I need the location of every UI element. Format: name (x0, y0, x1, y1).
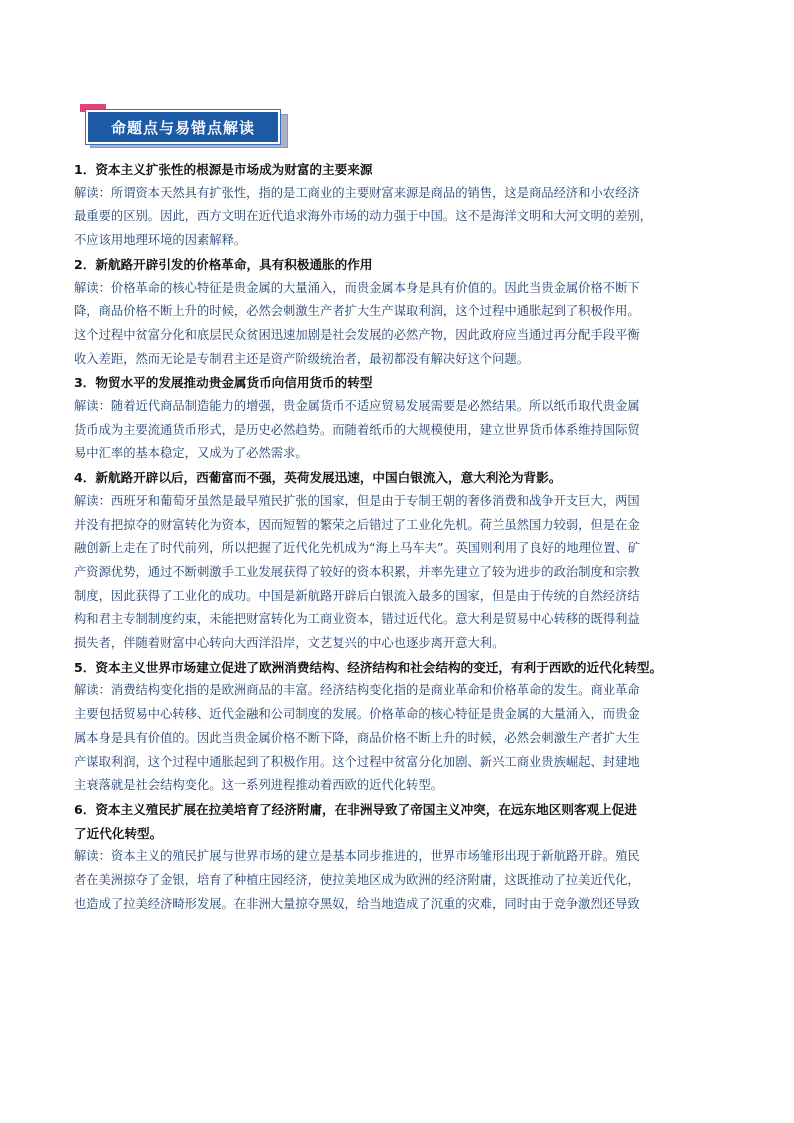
answer-line: 产谋取利润，这个过程中通胀起到了积极作用。这个过程中贫富分化加剧、新兴工商业贵族崛起、封建地 (74, 754, 640, 769)
answer-line: 者在美洲掠夺了金银，培育了种植庄园经济，使拉美地区成为欧洲的经济附庸，这既推动了拉美近代化， (74, 873, 640, 888)
section-heading (80, 104, 290, 148)
answer-line: 货币成为主要流通货币形式，是历史必然趋势。而随着纸币的大规模使用，建立世界货币体系维持国际贸 (74, 422, 640, 437)
question-line: 1．资本主义扩张性的根源是市场成为财富的主要来源 (74, 162, 373, 177)
question-line: 6．资本主义殖民扩展在拉美培育了经济附庸，在非洲导致了帝国主义冲突，在远东地区则客观上促进 (74, 801, 637, 817)
heading-title-box (86, 110, 280, 144)
question-line: 5．资本主义世界市场建立促进了欧洲消费结构、经济结构和社会结构的变迁，有利于西欧的近代化转型。 (74, 659, 663, 675)
answer-line: 产资源优势，通过不断刺激手工业发展获得了较好的资本积累，并率先建立了较为进步的政治制度和宗教 (74, 564, 640, 579)
answer-line: 损失者，伴随着财富中心转向大西洋沿岸，文艺复兴的中心也逐步离开意大利。 (74, 636, 505, 651)
answer-line: 易中汇率的基本稳定，又成为了必然需求。 (74, 446, 308, 461)
answer-line: 解读：西班牙和葡萄牙虽然是最早殖民扩张的国家，但是由于专制王朝的奢侈消费和战争开支巨大，两国 (74, 493, 640, 508)
question-line: 4．新航路开辟以后，西葡富而不强，英荷发展迅速，中国白银流入，意大利沦为背影。 (74, 470, 562, 486)
answer-line: 解读：资本主义的殖民扩展与世界市场的建立是基本同步推进的，世界市场雏形出现于新航路开辟。殖民 (74, 849, 640, 864)
answer-line: 制度，因此获得了工业化的成功。中国是新航路开辟后白银流入最多的国家，但是由于传统的自然经济结 (74, 588, 640, 603)
answer-line: 降，商品价格不断上升的时候，必然会刺激生产者扩大生产谋取利润，这个过程中通胀起到了积极作用。 (74, 304, 640, 319)
answer-line: 属本身是具有价值的。因此当贵金属价格不断下降，商品价格不断上升的时候，必然会刺激生产者扩大生 (74, 730, 640, 745)
heading-title: 命题点与易错点解读 (110, 118, 255, 137)
answer-line: 构和君主专制制度约束，未能把财富转化为工商业资本，错过近代化。意大利是贸易中心转移的既得利益 (74, 612, 640, 627)
answer-line: 解读：消费结构变化指的是欧洲商品的丰富。经济结构变化指的是商业革命和价格革命的发生。商业革命 (74, 683, 640, 698)
answer-line: 解读：价格革命的核心特征是贵金属的大量涌入，而贵金属本身是具有价值的。因此当贵金属价格不断下 (74, 280, 640, 295)
body-text (74, 158, 724, 917)
answer-line: 这个过程中贫富分化和底层民众贫困迅速加剧是社会发展的必然产物，因此政府应当通过再分配手段平衡 (74, 327, 640, 342)
answer-line: 主衰落就是社会结构变化。这一系列进程推动着西欧的近代化转型。 (74, 778, 443, 793)
answer-line: 不应该用地理环境的因素解释。 (74, 233, 247, 248)
answer-line: 解读：所谓资本天然具有扩张性，指的是工商业的主要财富来源是商品的销售，这是商品经济和小农经济 (74, 185, 640, 200)
question-line: 2．新航路开辟引发的价格革命，具有积极通胀的作用 (74, 256, 373, 272)
answer-line: 主要包括贸易中心转移、近代金融和公司制度的发展。价格革命的核心特征是贵金属的大量涌入，而贵金 (74, 707, 640, 722)
answer-line: 融创新上走在了时代前列，所以把握了近代化先机成为“海上马车夫”。英国则利用了良好的地理位置、矿 (74, 541, 641, 556)
answer-line: 也造成了拉美经济畸形发展。在非洲大量掠夺黑奴，给当地造成了沉重的灾难，同时由于竞争激烈还导致 (74, 896, 640, 911)
question-line: 了近代化转型。 (74, 825, 163, 841)
answer-line: 解读：随着近代商品制造能力的增强，贵金属货币不适应贸易发展需要是必然结果。所以纸币取代贵金属 (74, 399, 640, 414)
answer-line: 收入差距，然而无论是专制君主还是资产阶级统治者，最初都没有解决好这个问题。 (74, 351, 529, 366)
question-line: 3．物贸水平的发展推动贵金属货币向信用货币的转型 (74, 375, 373, 391)
answer-line: 并没有把掠夺的财富转化为资本，因而短暂的繁荣之后错过了工业化先机。荷兰虽然国力较弱，但是在金 (74, 517, 640, 532)
answer-line: 最重要的区别。因此，西方文明在近代追求海外市场的动力强于中国。这不是海洋文明和大河文明的差别， (74, 209, 652, 224)
